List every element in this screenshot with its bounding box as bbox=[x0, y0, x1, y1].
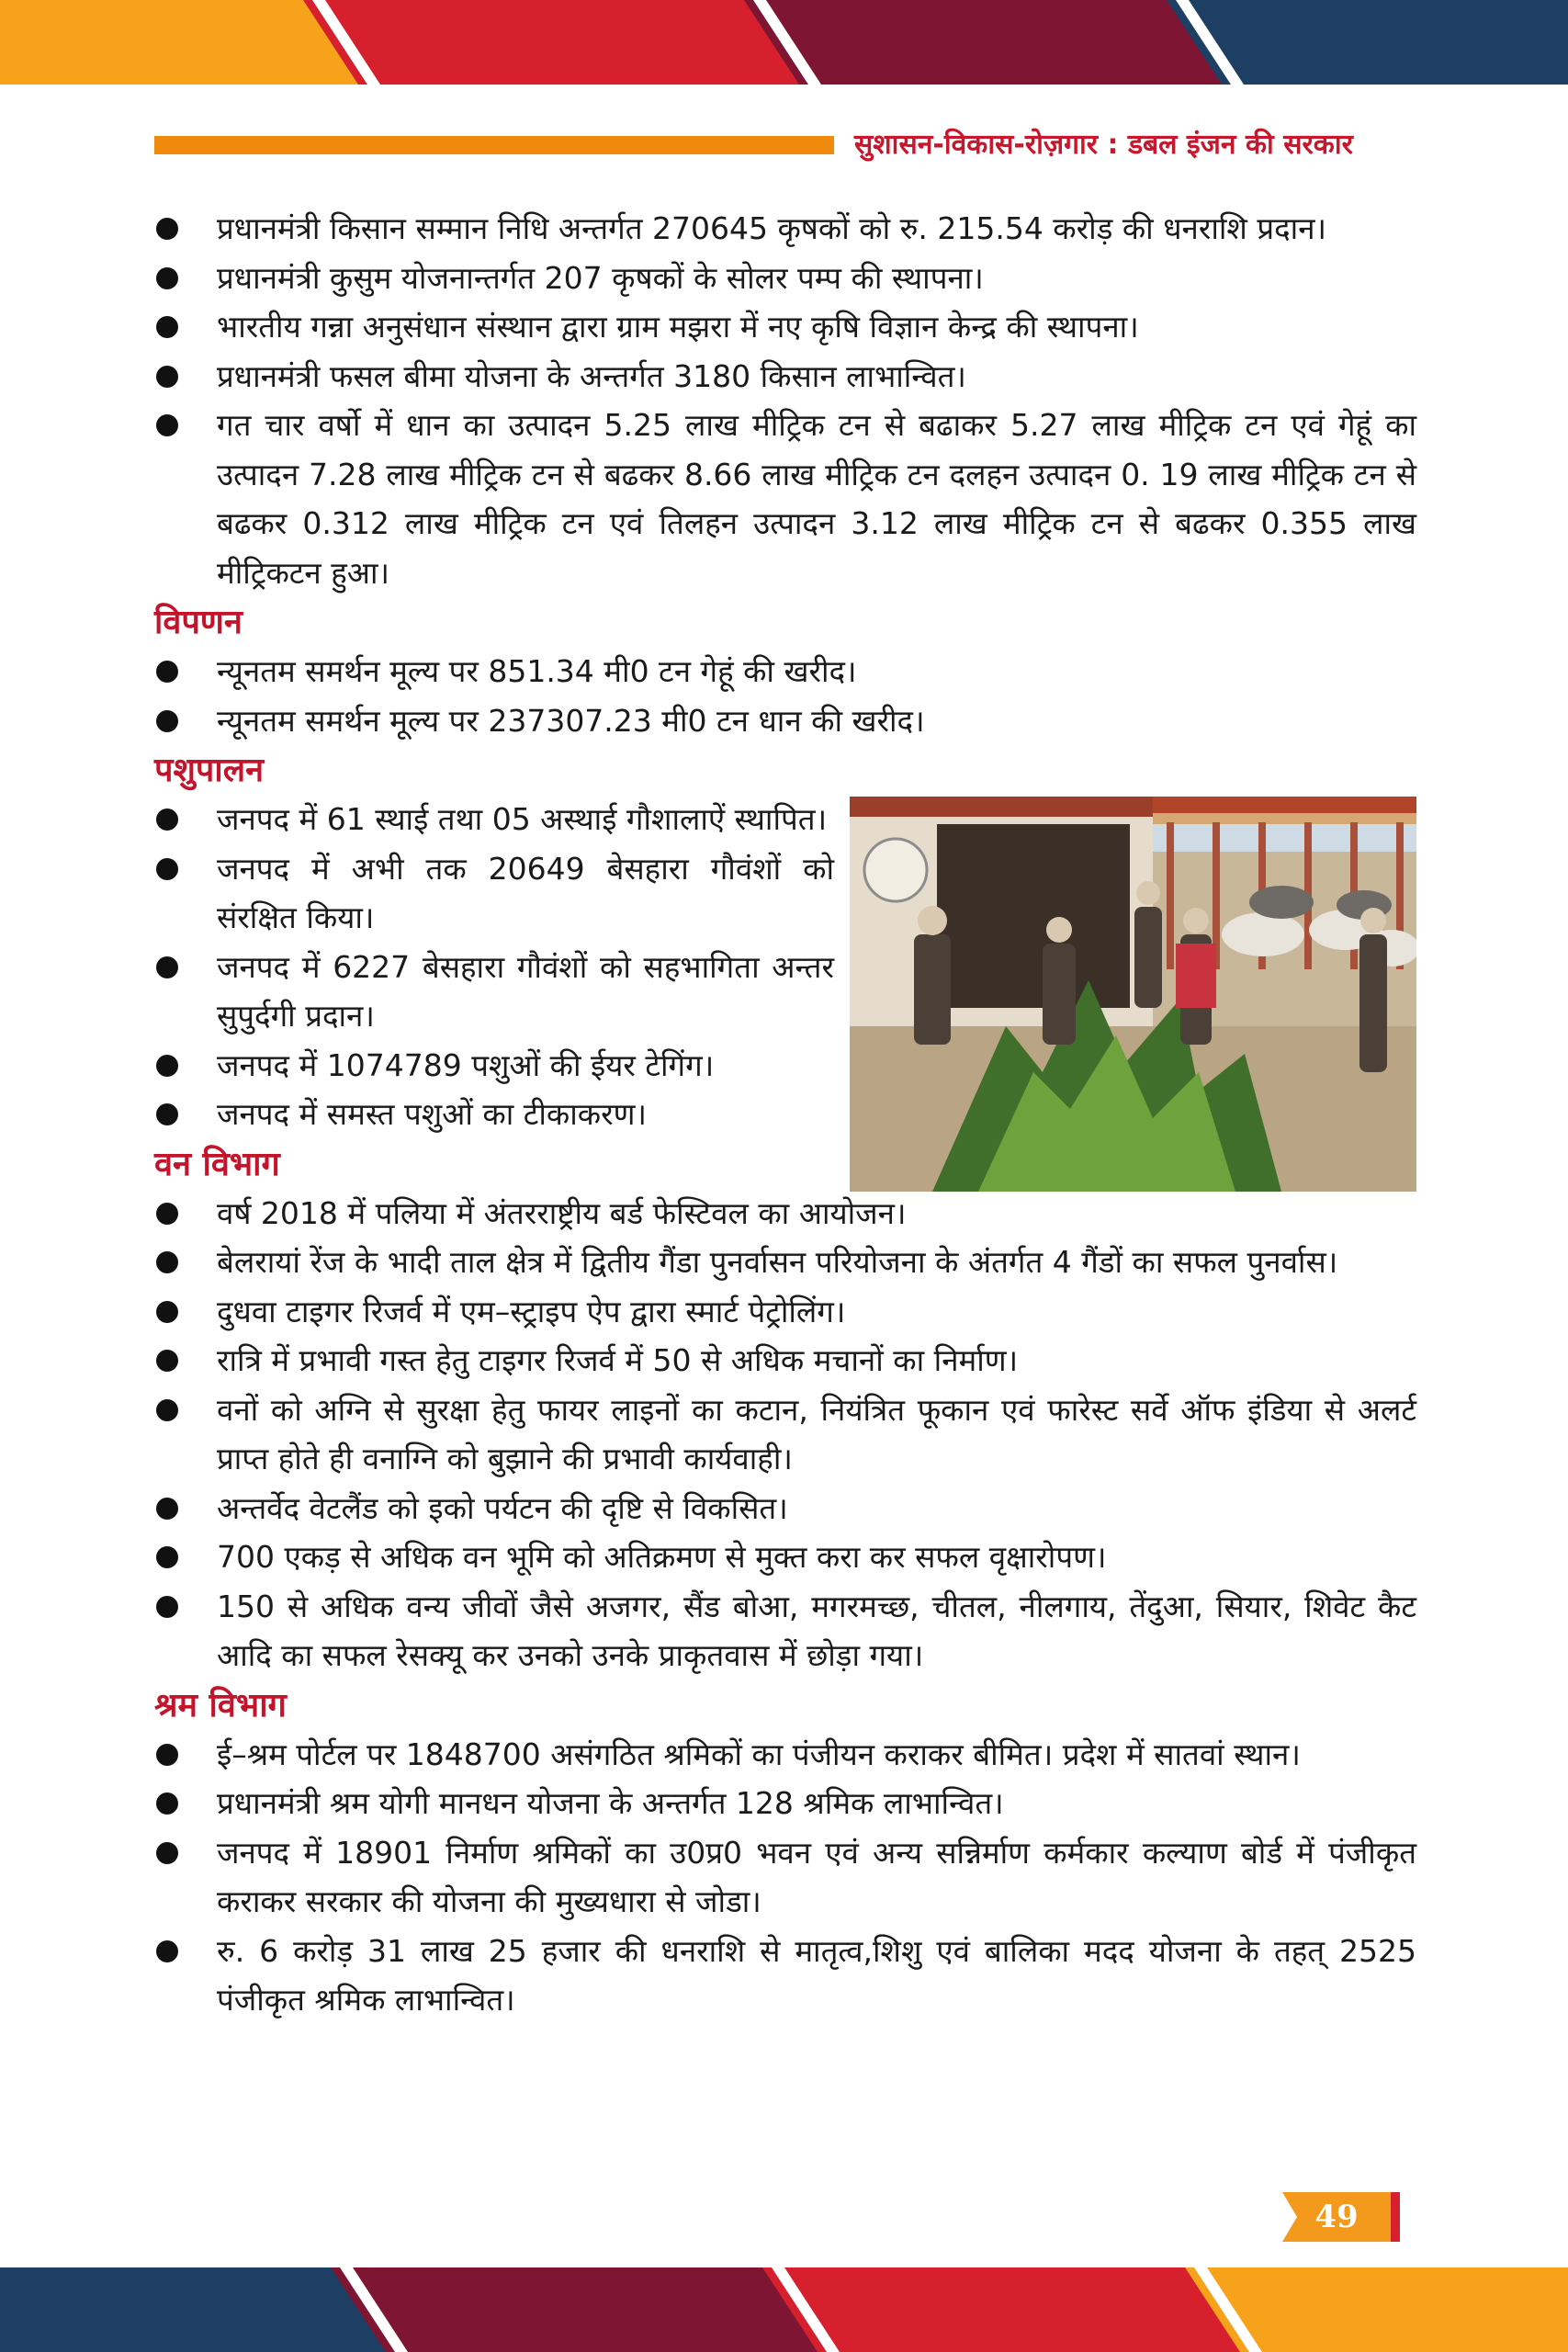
section-heading-labour: श्रम विभाग bbox=[154, 1685, 287, 1724]
list-item: जनपद में समस्त पशुओं का टीकाकरण। bbox=[154, 1090, 834, 1139]
list-item: रात्रि में प्रभावी गस्त हेतु टाइगर रिजर्व में 50 से अधिक मचानों का निर्माण। bbox=[154, 1336, 1416, 1385]
list-item: प्रधानमंत्री कुसुम योजनान्तर्गत 207 कृषकों के सोलर पम्प की स्थापना। bbox=[154, 254, 1416, 303]
bottom-decorative-band bbox=[0, 2267, 1568, 2352]
list-item: रु. 6 करोड़ 31 लाख 25 हजार की धनराशि से मातृत्व,शिशु एवं बालिका मदद योजना के तहत् 2525 पंजीकृत श्रमिक लाभान्वित। bbox=[154, 1927, 1416, 2025]
list-item: जनपद में अभी तक 20649 बेसहारा गौवंशों को संरक्षित किया। bbox=[154, 844, 834, 943]
list-item: जनपद में 18901 निर्माण श्रमिकों का उ0प्र0 भवन एवं अन्य सन्निर्माण कर्मकार कल्याण बोर्ड में पंजीकृत कराकर सरकार की योजना की मुख्यधारा से जोडा। bbox=[154, 1828, 1416, 1927]
list-item: 700 एकड़ से अधिक वन भूमि को अतिक्रमण से मुक्त करा कर सफल वृक्षारोपण। bbox=[154, 1532, 1416, 1582]
top-band-red bbox=[303, 0, 808, 85]
page-number: 49 bbox=[1314, 2199, 1359, 2235]
page-content bbox=[154, 204, 1416, 2025]
top-band-maroon bbox=[744, 0, 1231, 85]
list-item: भारतीय गन्ना अनुसंधान संस्थान द्वारा ग्राम मझरा में नए कृषि विज्ञान केन्द्र की स्थापना। bbox=[154, 302, 1416, 352]
list-item: बेलरायां रेंज के भादी ताल क्षेत्र में द्वितीय गैंडा पुनर्वासन परियोजना के अंतर्गत 4 गैंडों का सफल पुनर्वास। bbox=[154, 1238, 1416, 1287]
list-item: जनपद में 61 स्थाई तथा 05 अस्थाई गौशालाऐं स्थापित। bbox=[154, 795, 834, 844]
list-item: दुधवा टाइगर रिजर्व में एम–स्ट्राइप ऐप द्वारा स्मार्ट पेट्रोलिंग। bbox=[154, 1287, 1416, 1337]
list-item: 150 से अधिक वन्य जीवों जैसे अजगर, सैंड बोआ, मगरमच्छ, चीतल, नीलगाय, तेंदुआ, सियार, शिवेट कैट आदि का सफल रेसक्यू कर उनको उनके प्राकृतवास में छोड़ा गया। bbox=[154, 1582, 1416, 1680]
section-heading-animal-husbandry: पशुपालन bbox=[154, 751, 265, 789]
marketing-list bbox=[154, 647, 1416, 745]
list-item: ई–श्रम पोर्टल पर 1848700 असंगठित श्रमिकों का पंजीयन कराकर बीमित। प्रदेश में सातवां स्थान। bbox=[154, 1730, 1416, 1780]
top-decorative-band bbox=[0, 0, 1568, 85]
page-number-badge bbox=[1282, 2192, 1404, 2242]
bottom-band-red bbox=[762, 2267, 1249, 2352]
bottom-band-graphic bbox=[0, 2267, 1568, 2352]
list-item: जनपद में 1074789 पशुओं की ईयर टेगिंग। bbox=[154, 1041, 834, 1091]
list-item: गत चार वर्षो में धान का उत्पादन 5.25 लाख मीट्रिक टन से बढाकर 5.27 लाख मीट्रिक टन एवं गेहूं का उत्पादन 7.28 लाख मीट्रिक टन से बढकर 8.66 लाख मीट्रिक टन दलहन उत्पादन 0. 19 लाख मीट्रिक टन से बढकर 0.312 लाख मीट्रिक टन एवं तिलहन उत्पादन 3.12 लाख मीट्रिक टन से बढकर 0.355 लाख मीट्रिकटन हुआ। bbox=[154, 401, 1416, 597]
list-item: न्यूनतम समर्थन मूल्य पर 851.34 मी0 टन गेहूं की खरीद। bbox=[154, 647, 1416, 696]
top-band-graphic bbox=[0, 0, 1568, 85]
forest-list bbox=[154, 1189, 1416, 1680]
list-item: वनों को अग्नि से सुरक्षा हेतु फायर लाइनों का कटान, नियंत्रित फूकान एवं फारेस्ट सर्वे ऑफ इंडिया से अलर्ट प्राप्त होते ही वनाग्नि को बुझाने की प्रभावी कार्यवाही। bbox=[154, 1385, 1416, 1484]
list-item: प्रधानमंत्री किसान सम्मान निधि अन्तर्गत 270645 कृषकों को रु. 215.54 करोड़ की धनराशि प्रदान। bbox=[154, 204, 1416, 254]
list-item: प्रधानमंत्री श्रम योगी मानधन योजना के अन्तर्गत 128 श्रमिक लाभान्वित। bbox=[154, 1779, 1416, 1828]
section-heading-marketing: विपणन bbox=[154, 603, 243, 641]
list-item: जनपद में 6227 बेसहारा गौवंशों को सहभागिता अन्तर सुपुर्दगी प्रदान। bbox=[154, 943, 834, 1041]
bottom-band-navy bbox=[0, 2267, 395, 2352]
list-item: प्रधानमंत्री फसल बीमा योजना के अन्तर्गत 3180 किसान लाभान्वित। bbox=[154, 352, 1416, 401]
animal-husbandry-block bbox=[154, 795, 1416, 1139]
header-rule bbox=[154, 136, 834, 154]
animal-husbandry-list bbox=[154, 795, 834, 1139]
list-item: अन्तर्वेद वेटलैंड को इको पर्यटन की दृष्टि से विकसित। bbox=[154, 1484, 1416, 1533]
list-item: वर्ष 2018 में पलिया में अंतरराष्ट्रीय बर्ड फेस्टिवल का आयोजन। bbox=[154, 1189, 1416, 1238]
list-item: न्यूनतम समर्थन मूल्य पर 237307.23 मी0 टन धान की खरीद। bbox=[154, 696, 1416, 746]
cattle-shelter-illustration bbox=[850, 797, 1416, 1192]
agriculture-list bbox=[154, 204, 1416, 597]
labour-list bbox=[154, 1730, 1416, 2025]
cattle-shelter-photo bbox=[850, 797, 1416, 1192]
section-heading-forest: वन विभाग bbox=[154, 1144, 280, 1183]
header-title: सुशासन-विकास-रोज़गार : डबल इंजन की सरकार bbox=[854, 129, 1353, 161]
bottom-band-maroon bbox=[331, 2267, 827, 2352]
